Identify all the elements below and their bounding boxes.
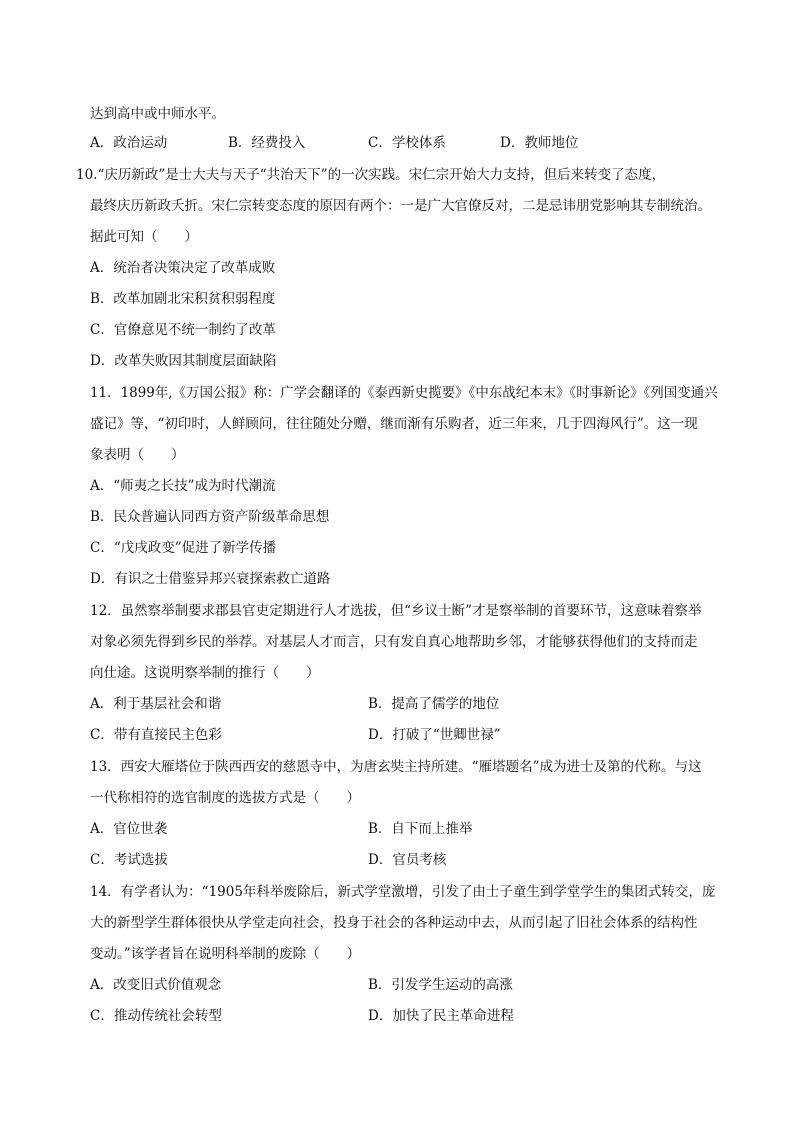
question-12-stem-line-3: 向仕途。这说明察举制的推行（ ） [90, 665, 320, 681]
question-12-stem-line-2: 对象必须先得到乡民的举荐。对基层人才而言，只有发自真心地帮助乡邻，才能够获得他们的支持而走 [90, 634, 698, 650]
question-9-continuation: 达到高中或中师水平。 [90, 106, 225, 122]
question-13-option-d: D．官员考核 [368, 852, 447, 868]
question-10-stem-line-3: 据此可知（ ） [90, 229, 198, 245]
question-10-option-a: A．统治者决策决定了改革成败 [90, 260, 276, 276]
question-14-stem-line-2: 大的新型学生群体很快从学堂走向社会，投身于社会的各种运动中去，从而引起了旧社会体系的结构性 [90, 915, 698, 931]
question-13-option-a: A．官位世袭 [90, 821, 168, 837]
question-13-option-c: C．考试选拔 [90, 852, 168, 868]
question-14-stem-line-3: 变动。”该学者旨在说明科举制的废除（ ） [90, 946, 361, 962]
question-11-stem-line-2: 盛记》等，“初印时，人鲜顾问，往往随处分赠，继而渐有乐购者，近三年来，几于四海风行”。这一现 [90, 416, 698, 432]
question-11-option-b: B．民众普遍认同西方资产阶级革命思想 [90, 509, 330, 525]
question-9-option-b: B．经费投入 [228, 135, 306, 151]
question-14-option-b: B．引发学生运动的高涨 [368, 977, 513, 993]
question-12-option-b: B．提高了儒学的地位 [368, 696, 500, 712]
question-12-option-a: A．利于基层社会和谐 [90, 696, 222, 712]
question-11-stem-line-3: 象表明（ ） [90, 447, 185, 463]
question-9-option-a: A．政治运动 [90, 135, 168, 151]
question-10-option-c: C．官僚意见不统一制约了改革 [90, 322, 276, 338]
question-14-option-c: C．推动传统社会转型 [90, 1008, 222, 1024]
question-11-option-c: C．“戊戌政变”促进了新学传播 [90, 540, 277, 556]
question-11-option-d: D．有识之士借鉴异邦兴衰探索救亡道路 [90, 571, 331, 587]
question-10-stem-line-2: 最终庆历新政夭折。宋仁宗转变态度的原因有两个：一是广大官僚反对，二是忌讳朋党影响其专制统治。 [90, 198, 711, 214]
question-14-option-d: D．加快了民主革命进程 [368, 1008, 514, 1024]
question-13-option-b: B．自下而上推举 [368, 821, 473, 837]
question-11-option-a: A．“师夷之长技”成为时代潮流 [90, 478, 276, 494]
question-9-option-d: D．教师地位 [500, 135, 579, 151]
question-14-option-a: A．改变旧式价值观念 [90, 977, 222, 993]
question-12-option-c: C．带有直接民主色彩 [90, 727, 222, 743]
question-10-option-b: B．改革加剧北宋积贫积弱程度 [90, 291, 276, 307]
question-12-option-d: D．打破了“世卿世禄” [368, 727, 501, 743]
question-10-stem-line-1: 10.“庆历新政”是士大夫与天子“共治天下”的一次实践。宋仁宗开始大力支持，但后来转变了态度， [76, 167, 666, 183]
question-14-stem-line-1: 14．有学者认为：“1905年科举废除后，新式学堂激增，引发了由士子童生到学堂学生的集团式转交，庞 [90, 884, 716, 900]
question-12-stem-line-1: 12．虽然察举制要求郡县官吏定期进行人才选拔，但“乡议士断”才是察举制的首要环节，这意味着察举 [90, 603, 702, 619]
question-13-stem-line-1: 13．西安大雁塔位于陕西西安的慈恩寺中，为唐玄奘主持所建。“雁塔题名”成为进士及第的代称。与这 [90, 759, 702, 775]
question-13-stem-line-2: 一代称相符的选官制度的选拔方式是（ ） [90, 790, 360, 806]
question-11-stem-line-1: 11．1899年,《万国公报》称：广学会翻译的《泰西新史揽要》《中东战纪本末》《时事新论》《列国变通兴 [90, 385, 718, 401]
question-10-option-d: D．改革失败因其制度层面缺陷 [90, 353, 277, 369]
question-9-option-c: C．学校体系 [368, 135, 446, 151]
